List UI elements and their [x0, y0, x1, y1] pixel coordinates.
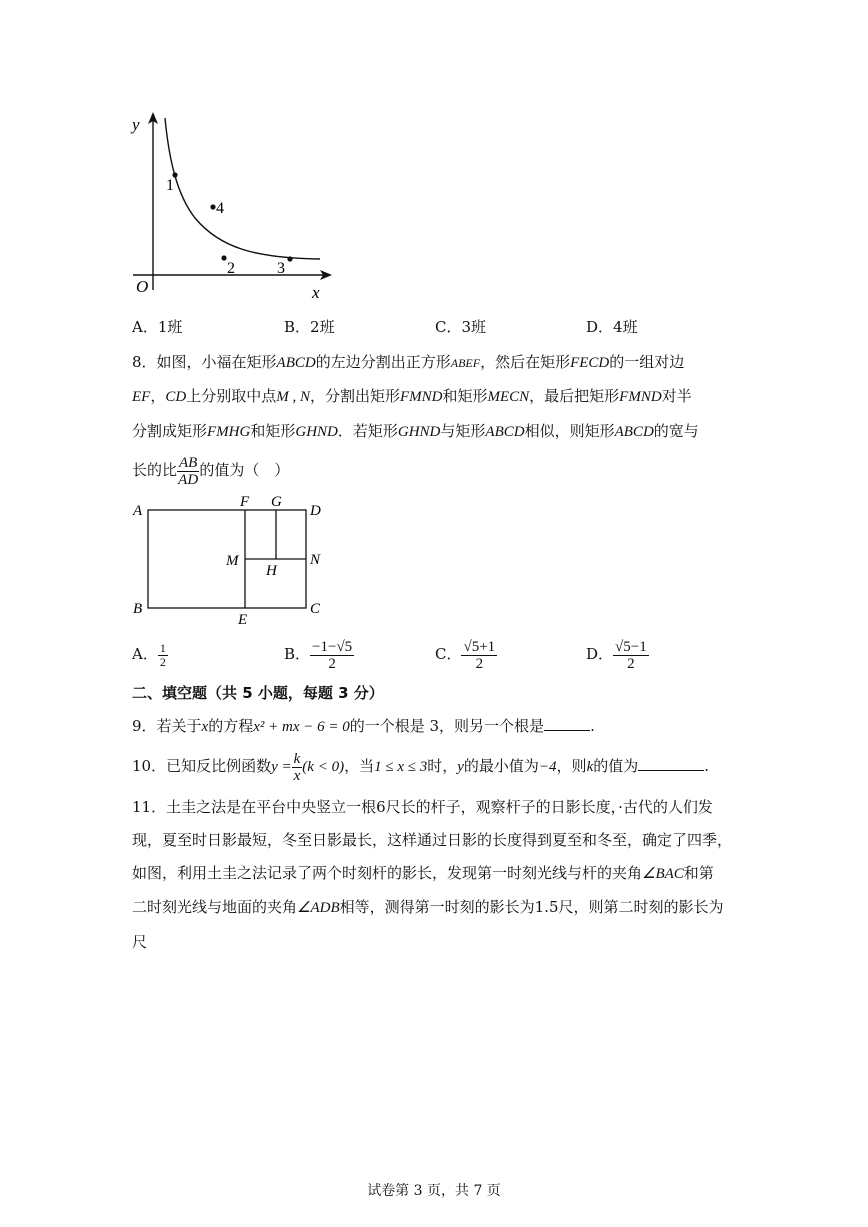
q10-line [132, 748, 709, 785]
label-m: M [226, 553, 239, 569]
q8-text: 长的比 [132, 461, 178, 479]
q10-math: y = [271, 759, 292, 775]
section-heading: 二、填空题（共 5 小题，每题 3 分） [132, 684, 384, 702]
q8-text: 的左边分割出正方形 [315, 353, 451, 371]
q8-math: MECN [487, 389, 530, 405]
q10-math: 1 ≤ x ≤ 3 [374, 759, 428, 775]
q10-answer-blank[interactable] [638, 756, 704, 771]
option-letter: B． [284, 645, 311, 663]
q11-text: 尺，则第二时刻的影长为 [558, 898, 724, 916]
q10-math: −4 [538, 759, 557, 775]
q8-math: CD [165, 389, 187, 405]
q10-text: ，则 [556, 757, 587, 775]
q8-math: ABEF [450, 356, 481, 370]
q8-text: 的一组对边 [609, 353, 685, 371]
q8-math: M , N [276, 389, 310, 405]
label-h: H [266, 563, 277, 579]
label-b: B [133, 601, 143, 617]
label-d: D [310, 503, 321, 519]
fraction-numerator: 1 [159, 640, 166, 655]
fraction-denominator: 2 [475, 655, 484, 672]
q7-option-a[interactable]: A．1班 [132, 318, 183, 336]
q8-math: FMHG [207, 424, 251, 440]
q10-math: (k < 0) [302, 759, 345, 775]
q8-option-a[interactable] [132, 636, 168, 672]
q8-math: ABCD [276, 355, 316, 371]
q11-text: 如图，利用土圭之法记录了两个时刻杆的影长，发现第一时刻光线与杆的夹角 [132, 864, 643, 882]
point-1-label: 1 [166, 177, 174, 194]
q11-line-3 [132, 863, 714, 884]
fraction-numerator: √5−1 [615, 638, 647, 655]
q10-text: 时， [427, 757, 458, 775]
origin-label: O [136, 277, 149, 296]
q10-text: 的最小值为 [463, 757, 539, 775]
fraction-numerator: √5+1 [463, 638, 496, 655]
q11-text: 和第 [683, 864, 714, 882]
q10-text: 的值为 [593, 757, 639, 775]
hyperbola-curve [165, 118, 320, 259]
ab-over-ad-fraction [177, 455, 199, 488]
q8-text: 的宽与 [653, 422, 699, 440]
q8-text: ， [150, 387, 166, 405]
rectangle-figure [128, 490, 333, 630]
q8-text: 8．如图，小福在矩形 [132, 353, 277, 371]
q8-text: ，然后在矩形 [480, 353, 571, 371]
fraction-denominator: AD [178, 471, 199, 488]
option-letter: A． [132, 645, 158, 663]
q9-line [132, 716, 595, 737]
q8-math: FMND [399, 389, 443, 405]
q7-option-d[interactable]: D．4班 [586, 318, 638, 336]
label-n: N [310, 552, 321, 568]
q8-text: 和矩形 [442, 387, 488, 405]
point-3-label: 3 [277, 260, 285, 277]
point-4-label: 4 [216, 200, 224, 217]
label-a: A [133, 503, 143, 519]
q8-text: 上分别取中点 [186, 387, 277, 405]
q8-math: GHND [397, 424, 441, 440]
q9-text: 的一个根是 3，则另一个根是 [349, 717, 545, 735]
fraction-numerator: −1−√5 [312, 638, 353, 655]
q9-math: x [201, 719, 209, 735]
fraction-denominator: 2 [328, 655, 336, 672]
q8-text: 相似，则矩形 [524, 422, 615, 440]
point-2-label: 2 [227, 260, 235, 277]
y-axis-label: y [132, 115, 140, 134]
q9-answer-blank[interactable] [544, 716, 590, 731]
q11-math: ∠BAC [642, 866, 684, 882]
q8-text: 分割成矩形 [132, 422, 208, 440]
q8-option-b[interactable] [284, 636, 354, 672]
q9-text: 9．若关于 [132, 717, 202, 735]
label-c: C [310, 601, 321, 617]
label-e: E [238, 612, 248, 628]
inverse-function-graph [125, 110, 340, 305]
q8-option-d[interactable] [586, 636, 649, 672]
q8-line-2 [132, 386, 692, 407]
point-4 [210, 204, 215, 209]
point-3 [287, 256, 292, 261]
q11-line-1: 11．土圭之法是在平台中央竖立一根6尺长的杆子，观察杆子的日影长度，·古代的人们发 [132, 798, 713, 816]
fraction-numerator: AB [179, 454, 198, 471]
q8-math: ABCD [614, 424, 654, 440]
q8-option-c[interactable] [435, 636, 497, 672]
q11-line-5: 尺 [132, 933, 148, 951]
q8-math: GHND [295, 424, 338, 440]
q8-text: ，最后把矩形 [529, 387, 620, 405]
q8-line-4 [132, 452, 289, 488]
q11-line-4 [132, 897, 724, 918]
point-2 [221, 255, 226, 260]
label-g: G [271, 494, 282, 510]
fraction-denominator: x [293, 767, 301, 784]
q10-math: y [457, 759, 464, 775]
option-letter: D． [586, 645, 614, 663]
fraction-denominator: 2 [159, 654, 166, 669]
q9-text: . [590, 717, 595, 735]
q11-line-2: 现，夏至时日影最短，冬至日影最长，这样通过日影的长度得到夏至和冬至，确定了四季， [132, 831, 733, 849]
q9-equation: x² + mx − 6 = 0 [253, 719, 350, 735]
q10-math: k [586, 759, 594, 775]
q11-text: 二时刻光线与地面的夹角 [132, 898, 298, 916]
q11-text: 相等，测得第一时刻的影长为 [339, 898, 535, 916]
q7-option-c[interactable]: C．3班 [435, 318, 487, 336]
option-letter: C． [435, 645, 462, 663]
q11-math: ∠ADB [297, 900, 340, 916]
q9-text: 的方程 [208, 717, 254, 735]
q10-text: ，当 [344, 757, 375, 775]
x-axis-label: x [312, 283, 320, 302]
page-footer: 试卷第 3 页，共 7 页 [367, 1183, 501, 1199]
q8-text: ，分割出矩形 [309, 387, 400, 405]
q8-line-1 [132, 352, 684, 373]
q8-text: 与矩形 [440, 422, 486, 440]
fraction-denominator: 2 [627, 655, 635, 672]
q7-option-b[interactable]: B．2班 [284, 318, 335, 336]
fraction-numerator: k [293, 750, 301, 767]
q8-text: 的值为（ ） [199, 461, 290, 479]
q8-text: 对半 [661, 387, 692, 405]
k-over-x-fraction [292, 751, 303, 784]
q8-math: EF [132, 389, 151, 405]
q8-text: ．若矩形 [337, 422, 398, 440]
q8-math: ABCD [485, 424, 525, 440]
q8-math: FMND [619, 389, 662, 405]
q8-line-3 [132, 421, 699, 442]
q10-text: 10．已知反比例函数 [132, 757, 272, 775]
label-f: F [240, 494, 250, 510]
q11-number: 1.5 [534, 898, 559, 916]
q8-text: 和矩形 [250, 422, 296, 440]
q8-math: FECD [570, 355, 610, 371]
q10-text: . [704, 757, 710, 775]
